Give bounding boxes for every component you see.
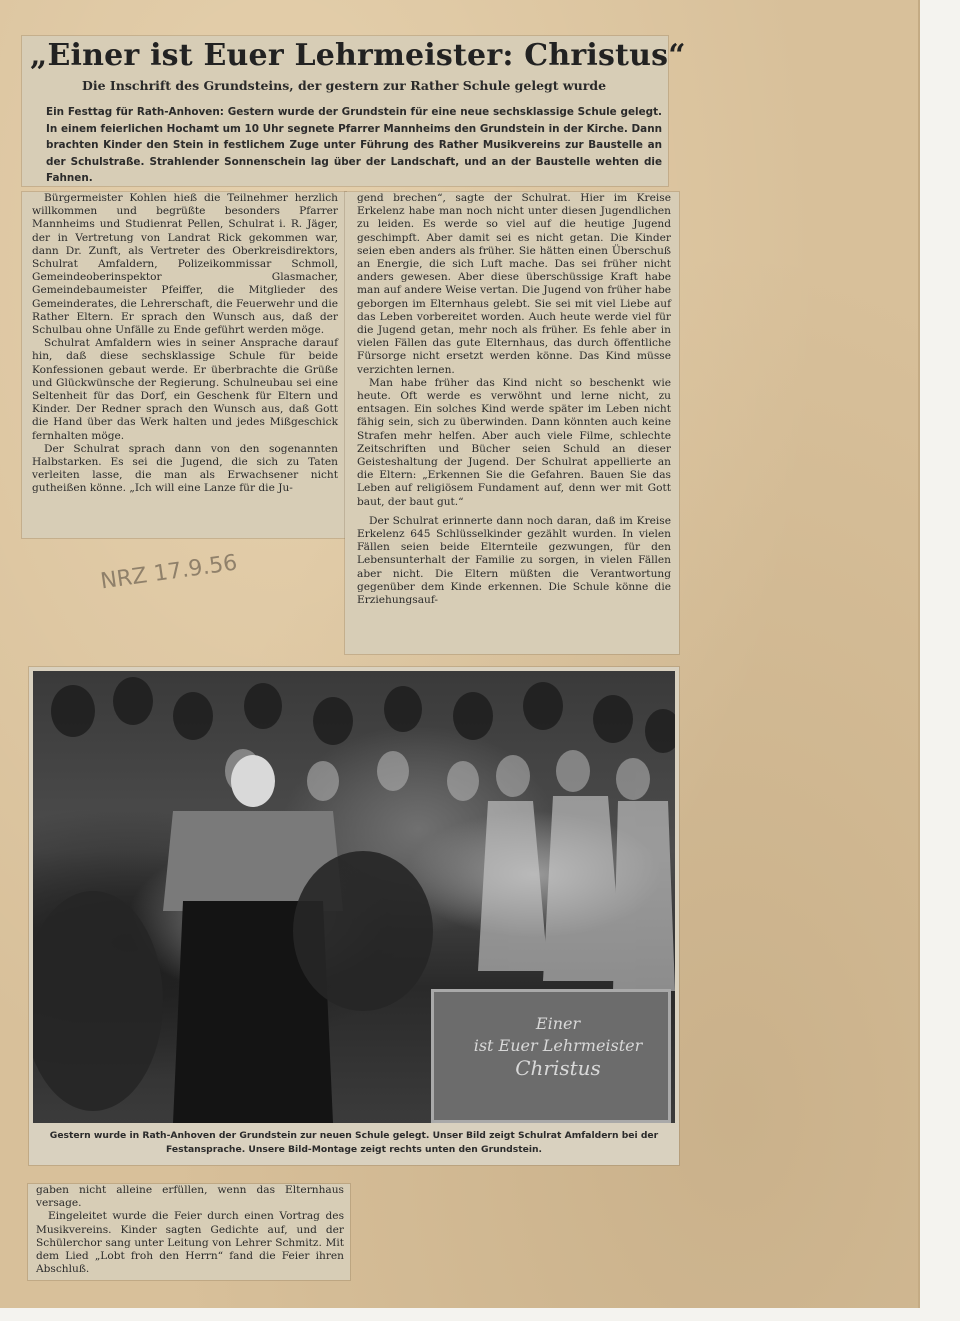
paragraph: Der Schulrat sprach dann von den sogenannten Halbstarken. Es sei die Jugend, die sich zu Taten verleiten lasse, die man als Erwachsener nicht gutheißen könne. „Ich will eine Lanze für die Ju- [32, 442, 338, 495]
paragraph: Der Schulrat erinnerte dann noch daran, daß im Kreise Erkelenz 645 Schlüsselkinder gezählt wurden. In vielen Fällen seien beide Elternteile gezwungen, für den Lebensunterhalt der Familie zu sorgen, in vielen Fällen aber nicht. Die Eltern müßten die Verantwortung gegenüber dem Kinde erkennen. Die Schule könne die Erziehungsauf- [357, 514, 671, 607]
ceremony-photo [33, 671, 675, 1123]
paragraph: Schulrat Amfaldern wies in seiner Ansprache darauf hin, daß diese sechsklassige Schule für beide Konfessionen gebaut werde. Er überbrachte die Grüße und Glückwünsche der Regierung. Schulneubau sei eine Seltenheit für das Dorf, ein Geschenk für Eltern und Kinder. Der Redner sprach den Wunsch aus, daß Gott die Hand über das Werk halten und jedes Mißgeschick fernhalten möge. [32, 337, 338, 442]
text-column-2 [345, 192, 679, 654]
photo-clipping [29, 667, 679, 1165]
text-column-1 [22, 192, 346, 538]
paragraph: gaben nicht alleine erfüllen, wenn das Elternhaus versage. [36, 1184, 344, 1210]
article-subheadline: Die Inschrift des Grundsteins, der gestern zur Rather Schule gelegt wurde [82, 78, 607, 93]
article-lead: Ein Festtag für Rath-Anhoven: Gestern wurde der Grundstein für eine neue sechsklassige Schule gelegt. In einem feierlichen Hochamt um 10 Uhr segnete Pfarrer Mannheims den Grundstein in der Kirche. Dann brachten Kinder den Stein in festlichem Zuge unter Führung des Rather Musikvereins zur Baustelle an der Schulstraße. Strahlender Sonnenschein lag über der Landschaft, und an der Baustelle wehten die Fahnen. [46, 106, 662, 184]
handwritten-date-note: NRZ 17.9.56 [98, 550, 239, 595]
photo-caption: Gestern wurde in Rath-Anhoven der Grundstein zur neuen Schule gelegt. Unser Bild zeigt Schulrat Amfaldern bei der Festansprache. Unsere Bild-Montage zeigt rechts unten den Grundstein. [49, 1130, 659, 1155]
foundation-stone [431, 989, 671, 1123]
paragraph: Eingeleitet wurde die Feier durch einen Vortrag des Musikvereins. Kinder sagten Gedichte auf, und der Schülerchor sang unter Leitung von Lehrer Schmitz. Mit dem Lied „Lobt froh den Herrn“ fand die Feier ihren Abschluß. [36, 1210, 344, 1276]
stone-line: Christus [515, 1056, 601, 1080]
paragraph: gend brechen“, sagte der Schulrat. Hier im Kreise Erkelenz habe man noch nicht unter diesen Jugendlichen zu leiden. Es werde so viel auf die heutige Jugend geschimpft. Aber damit sei es nicht getan. Die Kinder seien eben anders als früher. Sie hätten einen Überschuß an Energie, die sich Luft mache. Das sei früher nicht anders gewesen. Aber diese überschüssige Kraft habe man auf andere Weise vertan. Die Jugend von früher habe geborgen im Elternhaus gelebt. Sie sei mit viel Liebe auf das Leben vorbereitet worden. Auch heute werde viel für die Jugend getan, mehr noch als früher. Es fehle aber in vielen Fällen das gute Elternhaus, das durch öffentliche Fürsorge nicht ersetzt werden könne. Das Kind müsse verzichten lernen. [357, 192, 671, 376]
text-column-3 [28, 1184, 350, 1280]
stone-inscription [453, 1013, 663, 1079]
article-headline: „Einer ist Euer Lehrmeister: Christus“ [30, 38, 686, 73]
stone-line: ist Euer Lehrmeister [473, 1036, 643, 1055]
paragraph: Man habe früher das Kind nicht so beschenkt wie heute. Oft werde es verwöhnt und lerne nicht, zu entsagen. Ein solches Kind werde später im Leben nicht fähig sein, sich zu überwinden. Dann könnten auch keine Strafen mehr helfen. Aber auch viele Filme, schlechte Zeitschriften und Bücher seien Schuld an dieser Geisteshaltung der Jugend. Der Schulrat appellierte an die Eltern: „Erkennen Sie die Gefahren. Bauen Sie das Leben auf religiösem Fundament auf, denn wer mit Gott baut, der baut gut.“ [357, 376, 671, 508]
paragraph: Bürgermeister Kohlen hieß die Teilnehmer herzlich willkommen und begrüßte besonders Pfarrer Mannheims und Studienrat Pellen, Schulrat i. R. Jäger, der in Vertretung von Landrat Rick gekommen war, dann Dr. Zunft, als Vertreter des Oberkreisdirektors, Schulrat Amfaldern, Polizeikommissar Schmoll, Gemeindeoberinspektor Glasmacher, Gemeindebaumeister Pfeiffer, die Mitglieder des Gemeinderates, die Lehrerschaft, die Feuerwehr und die Rather Eltern. Er sprach den Wunsch aus, daß der Schulbau ohne Unfälle zu Ende geführt werden möge. [32, 192, 338, 337]
stone-line: Einer [535, 1014, 581, 1033]
headline-clipping [22, 36, 686, 186]
